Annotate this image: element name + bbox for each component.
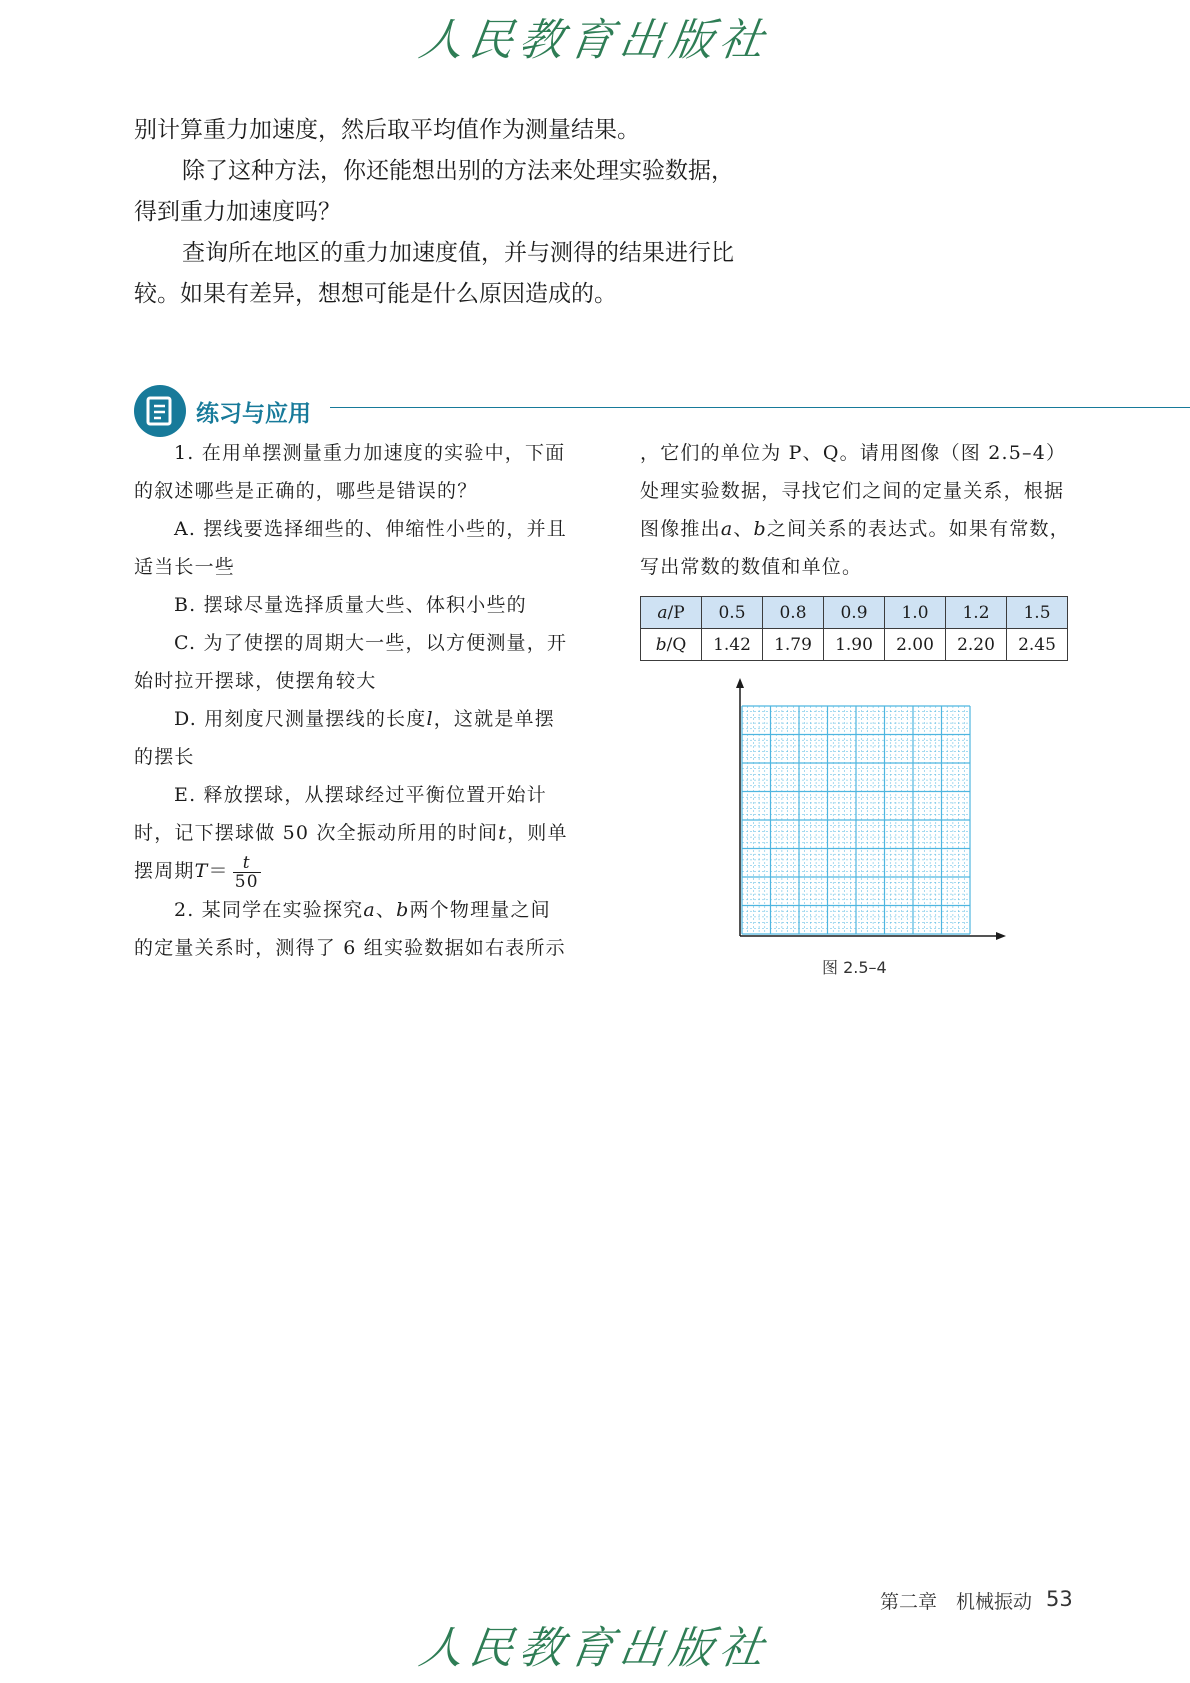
- question-1: 1. 在用单摆测量重力加速度的实验中，下面的叙述哪些是正确的，哪些是错误的？: [134, 442, 566, 502]
- q2-separator: 、: [375, 898, 397, 921]
- option-b: B. 摆球尽量选择质量大些、体积小些的: [174, 594, 527, 616]
- table-cell: 1.90: [824, 629, 885, 661]
- option-d: [134, 700, 570, 776]
- table-var-b: b: [655, 634, 667, 655]
- option-e-text: E. 释放摆球，从摆球经过平衡位置开始计时，记下摆球做 50 次全振动所用的时间: [134, 784, 547, 844]
- question-2: [134, 891, 570, 967]
- question-2-tail-text: ，它们的单位为 P、Q。请用图像（图 2.5–4）处理实验数据，寻找它们之间的定量关系，根据图像推出: [640, 442, 1067, 540]
- fraction-t-over-50: [233, 854, 261, 891]
- table-header-b: [641, 629, 702, 661]
- intro-line-3: 查询所在地区的重力加速度值，并与测得的结果进行比较。如果有差异，想想可能是什么原因造成的。: [134, 240, 734, 307]
- footer-chapter: 第二章 机械振动: [880, 1591, 1033, 1613]
- notebook-icon: [134, 385, 186, 437]
- table-var-a: a: [657, 602, 668, 623]
- y-axis-arrow: [736, 678, 744, 688]
- section-divider: [330, 407, 1190, 408]
- var-b: b: [396, 898, 410, 921]
- table-cell: 0.9: [824, 597, 885, 629]
- exercise-column-right: [640, 434, 1070, 586]
- section-title: 练习与应用: [196, 401, 311, 427]
- table-unit-q: /Q: [666, 634, 687, 655]
- table-cell: 1.0: [885, 597, 946, 629]
- question-2-tail: [640, 434, 1070, 586]
- q2-separator: 、: [733, 518, 754, 540]
- table-cell: 2.45: [1007, 629, 1068, 661]
- grid-paper-chart: [720, 676, 1010, 946]
- intro-line-1: 别计算重力加速度，然后取平均值作为测量结果。: [134, 117, 640, 143]
- option-e-mid: ，则单摆周期: [134, 822, 568, 882]
- intro-text: [134, 110, 754, 315]
- fraction-denominator: 50: [234, 871, 259, 892]
- table-unit-p: /P: [667, 602, 685, 623]
- question-2-continued: 两个物理量之间的定量关系时，测得了 6 组实验数据如右表所示: [134, 898, 566, 959]
- page-number: 53: [1046, 1587, 1073, 1611]
- question-2-text: 2. 某同学在实验探究: [174, 898, 364, 921]
- option-a: A. 摆线要选择细些的、伸缩性小些的，并且适当长一些: [134, 518, 568, 578]
- table-row-b: [641, 629, 1068, 661]
- option-d-text: D. 用刻度尺测量摆线的长度: [174, 708, 427, 730]
- table-cell: 2.00: [885, 629, 946, 661]
- table-cell: 1.42: [702, 629, 763, 661]
- table-cell: 1.2: [946, 597, 1007, 629]
- figure-caption: 图 2.5–4: [822, 958, 887, 977]
- table-row-a: [641, 597, 1068, 629]
- var-a: a: [720, 518, 734, 540]
- var-T: T: [194, 860, 209, 882]
- var-l: l: [426, 708, 434, 730]
- publisher-logo-top: 人民教育出版社: [415, 15, 773, 66]
- var-b: b: [753, 518, 767, 540]
- table-cell: 0.5: [702, 597, 763, 629]
- publisher-logo-bottom: 人民教育出版社: [415, 1623, 773, 1674]
- option-c: C. 为了使摆的周期大一些，以方便测量，开始时拉开摆球，使摆角较大: [134, 632, 568, 692]
- question-2-end: 之间关系的表达式。如果有常数，写出常数的数值和单位。: [640, 518, 1070, 578]
- table-header-a: [641, 597, 702, 629]
- option-d-tail: ，这就是单摆的摆长: [134, 708, 555, 768]
- intro-line-2: 除了这种方法，你还能想出别的方法来处理实验数据，得到重力加速度吗？: [134, 158, 734, 225]
- data-table: [640, 596, 1068, 661]
- table-cell: 0.8: [763, 597, 824, 629]
- option-e: [134, 776, 570, 891]
- table-cell: 2.20: [946, 629, 1007, 661]
- exercise-column-left: [134, 434, 570, 967]
- var-t: t: [498, 822, 508, 844]
- section-header: [134, 385, 1190, 439]
- x-axis-arrow: [996, 932, 1006, 940]
- table-cell: 1.79: [763, 629, 824, 661]
- table-cell: 1.5: [1007, 597, 1068, 629]
- fraction-numerator: t: [233, 854, 261, 873]
- var-a: a: [363, 898, 376, 921]
- equals-sign: ＝: [208, 860, 229, 882]
